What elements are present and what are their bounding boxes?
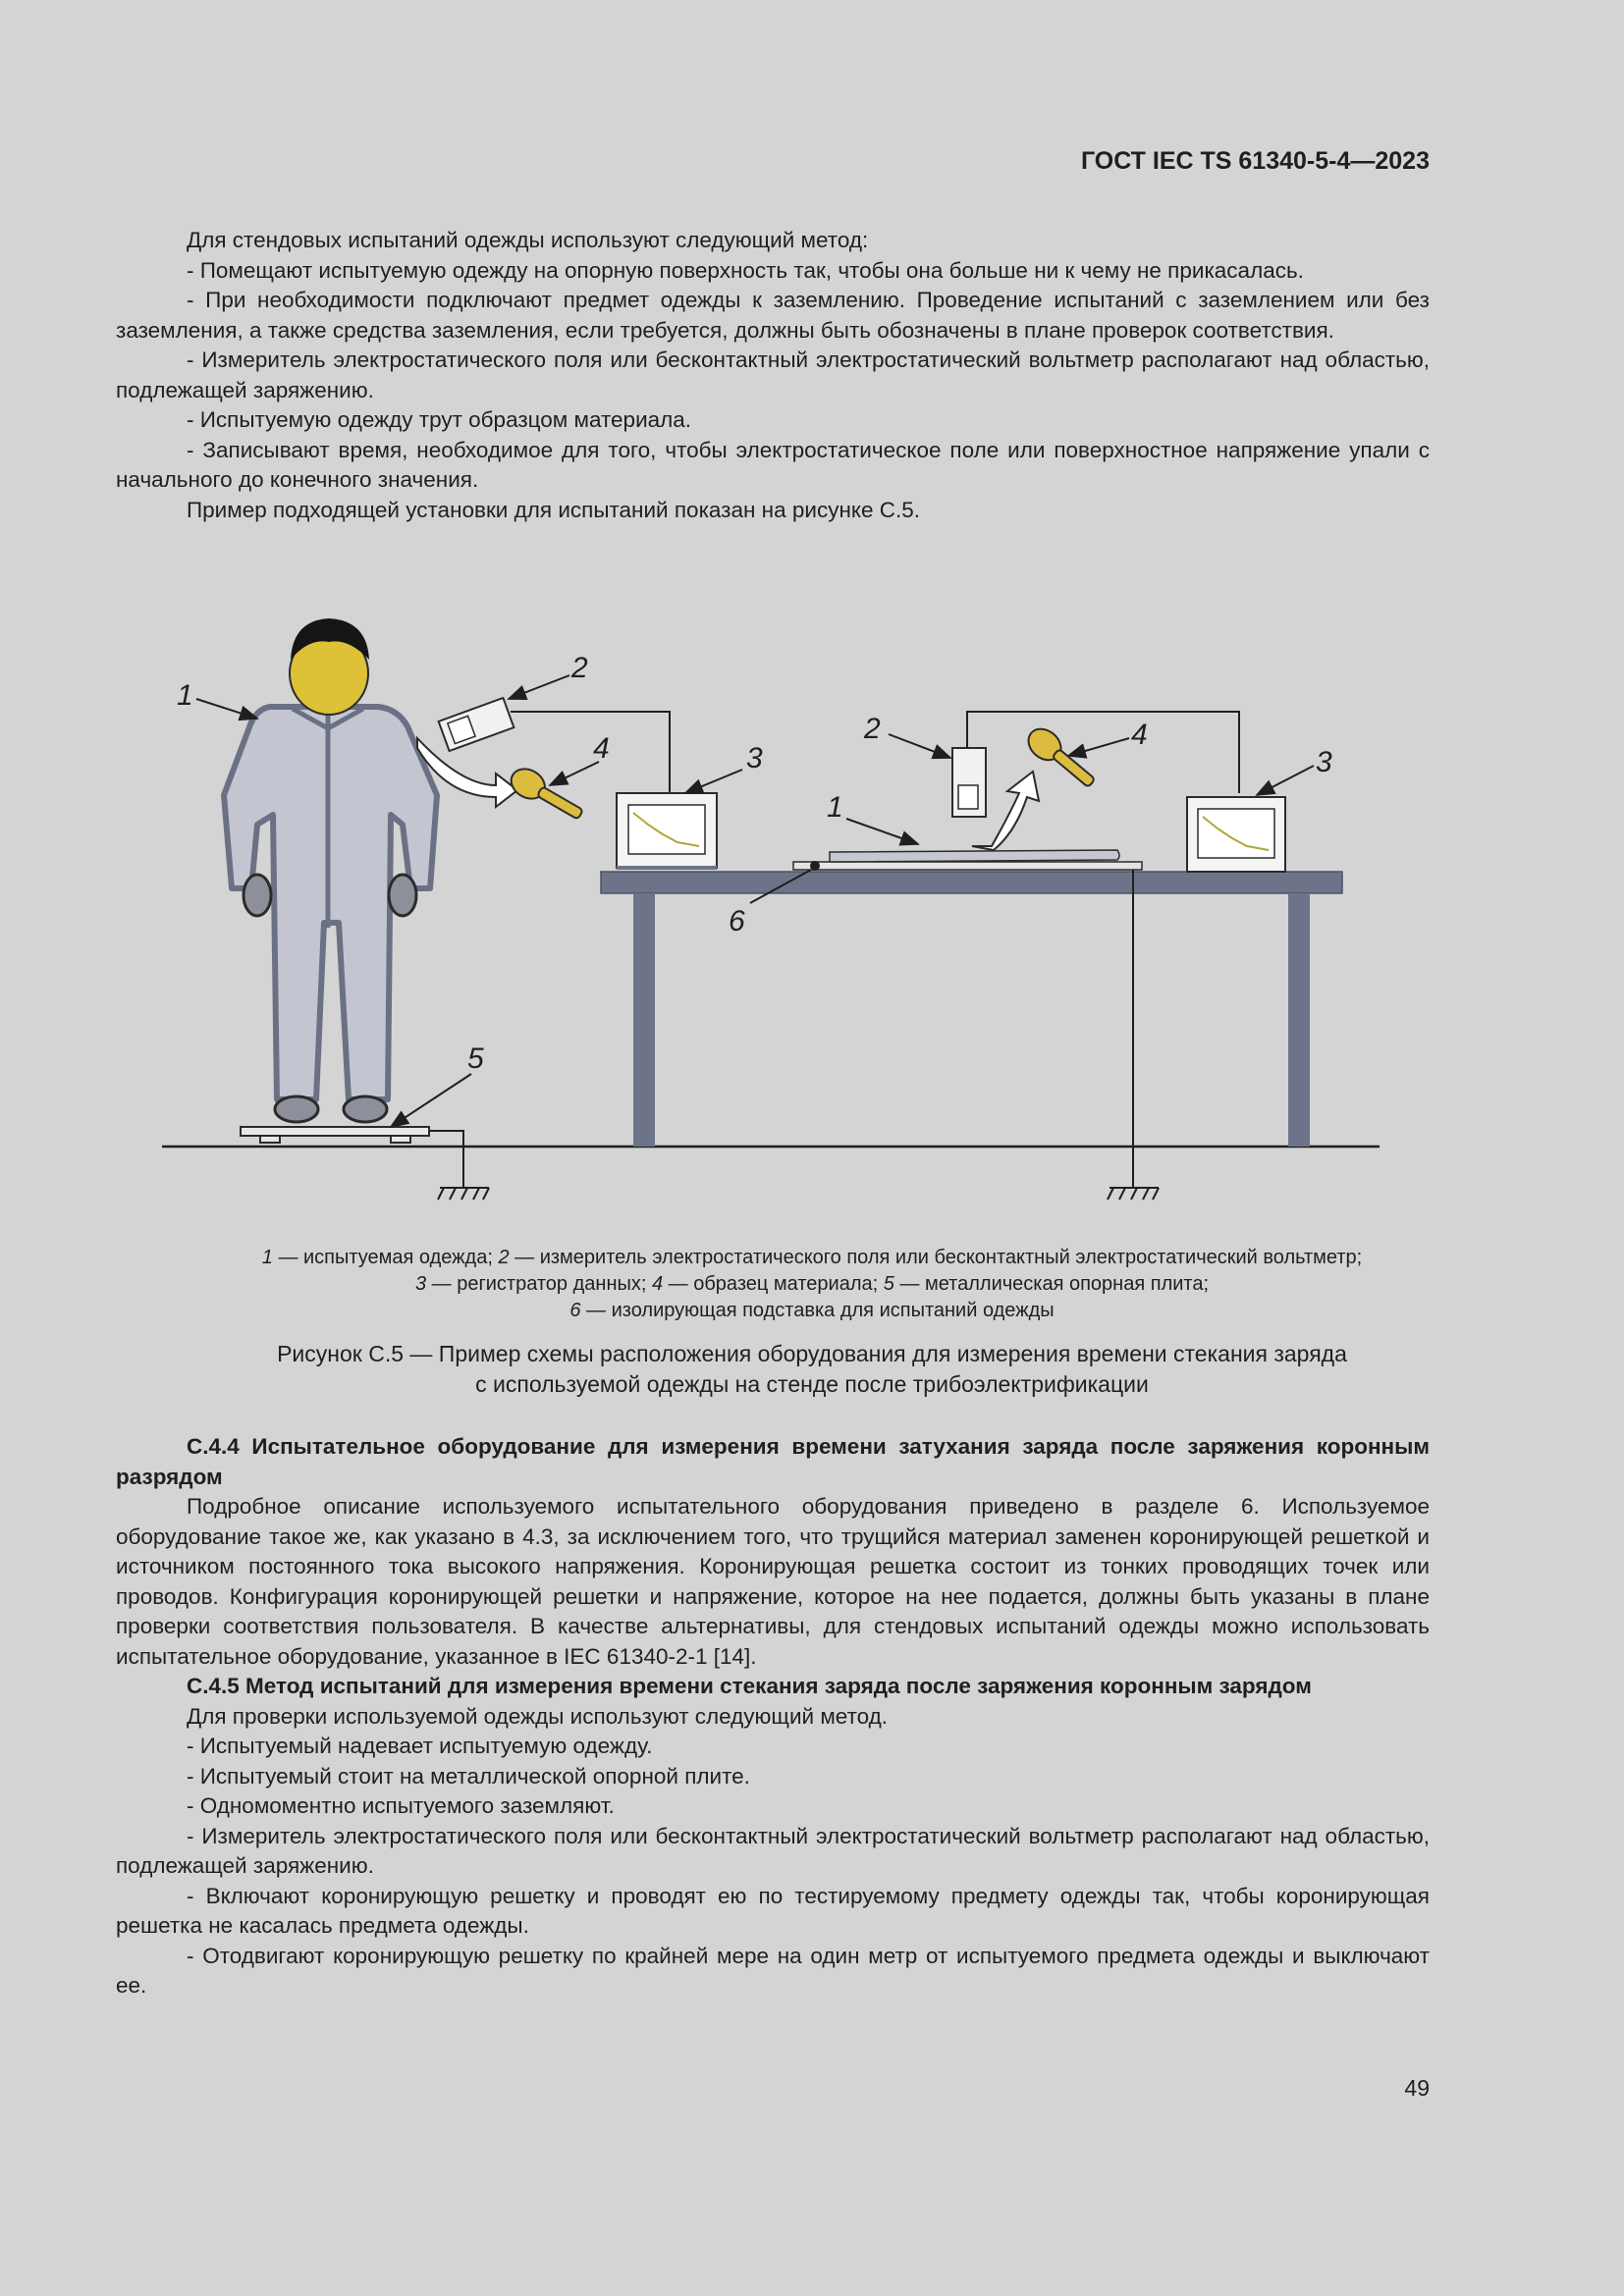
voltmeter-right: [952, 748, 986, 817]
label-5: 5: [467, 1042, 484, 1075]
label-2-left: 2: [571, 652, 588, 684]
label-1-right: 1: [827, 791, 843, 824]
label-3-left: 3: [746, 742, 763, 774]
caption-line: Рисунок С.5 — Пример схемы расположения оборудования для измерения времени стекания заряда: [277, 1341, 1347, 1366]
legend-line: 6 — изолирующая подставка для испытаний одежды: [569, 1300, 1055, 1321]
section-paragraph: - Одномоментно испытуемого заземляют.: [187, 1793, 615, 1818]
voltmeter-left: [439, 698, 514, 751]
section-heading: С.4.5 Метод испытаний для измерения времени стекания заряда после заряжения коронным зарядом: [187, 1674, 1312, 1698]
intro-paragraph: - Записывают время, необходимое для того, чтобы электростатическое поле или поверхностное напряжение упали с начального до конечного значения.: [116, 437, 1430, 492]
page-number: 49: [1404, 2075, 1430, 2101]
figure-c5-diagram: [0, 589, 1624, 1237]
caption-line: с используемой одежды на стенде после трибоэлектрификации: [475, 1371, 1149, 1397]
section-heading: С.4.4 Испытательное оборудование для измерения времени затухания заряда после заряжения коронным разрядом: [116, 1434, 1430, 1489]
test-table: [601, 872, 1342, 1147]
section-paragraph: - Испытуемый стоит на металлической опорной плите.: [187, 1763, 750, 1789]
figure-legend: [0, 1245, 1624, 1324]
legend-line: 3 — регистратор данных; 4 — образец материала; 5 — металлическая опорная плита;: [414, 1273, 1210, 1295]
section-paragraph: - Отодвигают коронирующую решетку по крайней мере на один метр от испытуемого предмета одежды и выключают ее.: [116, 1943, 1430, 1998]
section-paragraph: Для проверки используемой одежды используют следующий метод.: [187, 1703, 889, 1729]
person-in-suit: [224, 618, 437, 1122]
ground-symbol-left: [438, 1188, 489, 1200]
document-header: ГОСТ IEC TS 61340-5-4—2023: [1080, 147, 1430, 175]
label-3-right: 3: [1316, 746, 1332, 778]
garment-on-table: [830, 850, 1119, 862]
intro-paragraph: - Помещают испытуемую одежду на опорную поверхность так, чтобы она больше ни к чему не прикасалась.: [187, 257, 1304, 283]
legend-line: 1 — испытуемая одежда; 2 — измеритель электростатического поля или бесконтактный электростатический вольтметр;: [261, 1247, 1363, 1268]
section-paragraph: - Измеритель электростатического поля или бесконтактный электростатический вольтметр располагают над областью, подлежащей заряжению.: [116, 1823, 1430, 1878]
section-paragraph: Подробное описание используемого испытательного оборудования приведено в разделе 6. Используемое оборудование такое же, как указано в 4.3, за исключением того, что трущийся материал заменен коронирующей решеткой и источником постоянного тока высокого напряжения. Коронирующая решетка состоит из тонких проводящих точек или проводов. Конфигурация коронирующей решетки и напряжение, которое на нее подается, должны быть указаны в плане проверки соответствия пользователя. В качестве альтернативы, для стендовых испытаний одежды можно использовать испытательное оборудование, указанное в IEC 61340-2-1 [14].: [116, 1494, 1430, 1669]
label-6: 6: [729, 905, 745, 937]
data-recorder-right: [1187, 797, 1285, 872]
data-recorder-left: [617, 793, 717, 868]
sections-text: [116, 1432, 1430, 2002]
label-2-right: 2: [864, 713, 881, 745]
label-1-left: 1: [177, 679, 193, 712]
section-paragraph: - Включают коронирующую решетку и проводят ею по тестируемому предмету одежды так, чтобы коронирующая решетка не касалась предмета одежды.: [116, 1883, 1430, 1938]
ground-symbol-right: [1108, 1188, 1159, 1200]
figure-caption: [0, 1339, 1624, 1400]
label-4-right: 4: [1131, 719, 1148, 751]
intro-paragraph: - Измеритель электростатического поля или бесконтактный электростатический вольтметр располагают над областью, подлежащей заряжению.: [116, 347, 1430, 402]
intro-paragraph: - При необходимости подключают предмет одежды к заземлению. Проведение испытаний с заземлением или без заземления, а также средства заземления, если требуется, должны быть обозначены в плане проверок соответствия.: [116, 288, 1430, 343]
label-4-left: 4: [593, 732, 610, 765]
metal-base-plate: [241, 1127, 429, 1136]
intro-paragraph: - Испытуемую одежду трут образцом материала.: [187, 407, 692, 432]
intro-text: [116, 226, 1430, 525]
intro-paragraph: Пример подходящей установки для испытаний показан на рисунке С.5.: [187, 497, 920, 522]
intro-paragraph: Для стендовых испытаний одежды используют следующий метод:: [187, 228, 869, 252]
section-paragraph: - Испытуемый надевает испытуемую одежду.: [187, 1734, 653, 1758]
insulating-support: [793, 862, 1142, 870]
